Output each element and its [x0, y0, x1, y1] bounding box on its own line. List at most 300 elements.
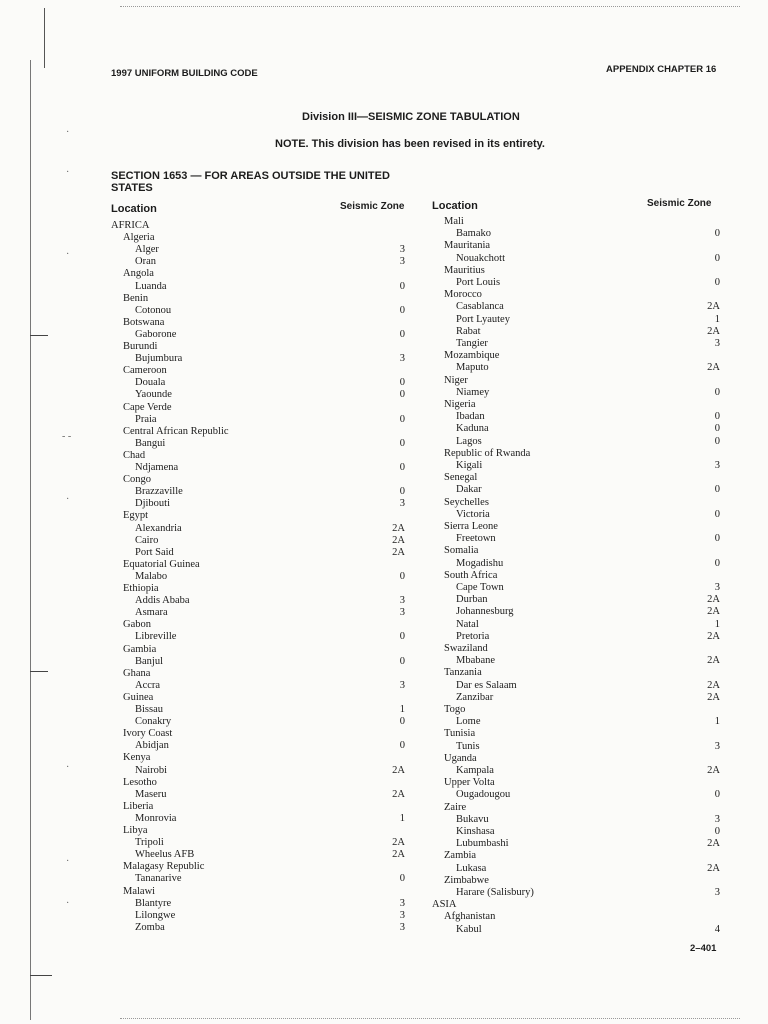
country-name: Congo — [123, 474, 152, 486]
division-title: Division III—SEISMIC ZONE TABULATION — [302, 111, 520, 123]
location-row — [111, 886, 405, 898]
city-name: Victoria — [456, 508, 490, 520]
location-row — [432, 704, 720, 716]
location-row — [111, 559, 405, 571]
country-name: Kenya — [123, 752, 151, 764]
seismic-zone-value: 2A — [392, 546, 405, 558]
location-row — [111, 329, 405, 341]
location-row — [432, 338, 720, 350]
location-row — [432, 814, 720, 826]
city-name: Lagos — [456, 435, 482, 447]
location-row — [432, 472, 720, 484]
location-row — [432, 667, 720, 679]
margin-dot: - - — [62, 431, 72, 442]
city-name: Kaduna — [456, 423, 489, 435]
location-row — [111, 837, 405, 849]
seismic-zone-value: 3 — [399, 909, 405, 921]
location-row — [111, 535, 405, 547]
city-name: Kabul — [456, 923, 482, 935]
location-row — [111, 910, 405, 922]
seismic-zone-value: 0 — [399, 389, 405, 401]
city-name: Port Louis — [456, 277, 501, 288]
country-name: Republic of Rwanda — [444, 447, 531, 459]
city-name: Djibouti — [135, 498, 171, 510]
location-row — [432, 314, 720, 326]
city-name: Lilongwe — [135, 909, 176, 921]
city-name: Kinshasa — [456, 826, 495, 837]
seismic-zone-value: 2A — [392, 534, 405, 546]
location-row — [432, 802, 720, 814]
location-row — [111, 861, 405, 873]
region-name: AFRICA — [111, 220, 150, 231]
seismic-zone-value: 3 — [399, 921, 405, 933]
margin-dot: · — [66, 127, 70, 138]
city-name: Bangui — [135, 437, 166, 449]
city-name: Accra — [135, 679, 161, 691]
location-row — [111, 595, 405, 607]
location-row — [111, 268, 405, 280]
country-name: Benin — [123, 292, 149, 304]
seismic-zone-value: 0 — [399, 655, 405, 667]
location-row — [111, 692, 405, 704]
location-row — [432, 582, 720, 594]
location-row — [111, 438, 405, 450]
location-row — [432, 533, 720, 545]
location-row — [111, 825, 405, 837]
country-name: South Africa — [444, 569, 498, 581]
location-row — [432, 375, 720, 387]
left-location-header: Location — [111, 203, 157, 215]
city-name: Ibadan — [456, 411, 485, 423]
city-name: Kigali — [456, 460, 483, 471]
location-row — [432, 350, 720, 362]
location-row — [432, 436, 720, 448]
location-row — [111, 510, 405, 522]
location-row — [111, 813, 405, 825]
seismic-zone-value: 3 — [714, 887, 720, 898]
seismic-zone-value: 3 — [399, 353, 405, 365]
location-row — [111, 619, 405, 631]
location-row — [111, 389, 405, 401]
location-row — [111, 704, 405, 716]
seismic-zone-value: 0 — [714, 228, 720, 240]
seismic-zone-value: 2A — [707, 655, 720, 667]
location-row — [432, 216, 720, 228]
location-row — [432, 655, 720, 667]
location-row — [111, 571, 405, 583]
city-name: Niamey — [456, 386, 490, 398]
country-name: Mali — [444, 216, 464, 227]
seismic-zone-value: 2A — [707, 630, 720, 642]
location-row — [111, 644, 405, 656]
seismic-zone-value: 0 — [714, 789, 720, 801]
city-name: Kampala — [456, 765, 494, 776]
country-name: Ghana — [123, 667, 151, 679]
city-name: Blantyre — [135, 897, 172, 909]
location-row — [111, 353, 405, 365]
seismic-zone-value: 2A — [392, 837, 405, 849]
location-row — [111, 801, 405, 813]
seismic-zone-value: 2A — [392, 522, 405, 534]
country-name: Nigeria — [444, 399, 476, 410]
country-name: Central African Republic — [123, 425, 229, 437]
seismic-zone-value: 2A — [707, 301, 720, 313]
running-header-right: APPENDIX CHAPTER 16 — [606, 64, 717, 75]
seismic-zone-value: 0 — [399, 437, 405, 449]
location-row — [111, 232, 405, 244]
seismic-zone-value: 1 — [399, 812, 405, 824]
location-row — [432, 521, 720, 533]
seismic-zone-value: 3 — [399, 498, 405, 510]
city-name: Bukavu — [456, 813, 489, 825]
city-name: Abidjan — [135, 740, 169, 752]
seismic-zone-value: 0 — [714, 252, 720, 264]
city-name: Conakry — [135, 716, 172, 728]
location-row — [111, 898, 405, 910]
city-name: Addis Ababa — [135, 595, 190, 607]
location-row — [432, 619, 720, 631]
city-name: Durban — [456, 594, 488, 606]
seismic-zone-value: 3 — [399, 679, 405, 691]
seismic-zone-value: 0 — [714, 411, 720, 423]
location-row — [111, 523, 405, 535]
location-row — [111, 777, 405, 789]
location-row — [432, 753, 720, 765]
location-row — [432, 558, 720, 570]
seismic-zone-value: 0 — [399, 462, 405, 473]
city-name: Oran — [135, 256, 156, 268]
city-name: Tripoli — [135, 837, 164, 849]
country-name: Malawi — [123, 885, 156, 897]
location-row — [432, 594, 720, 606]
country-name: Zimbabwe — [444, 874, 489, 886]
location-row — [432, 301, 720, 313]
seismic-zone-value: 2A — [707, 325, 720, 337]
location-row — [432, 631, 720, 643]
city-name: Alexandria — [135, 522, 182, 534]
location-row — [432, 509, 720, 521]
seismic-zone-value: 1 — [714, 618, 720, 630]
scan-edge-top — [120, 6, 740, 8]
location-row — [111, 583, 405, 595]
seismic-zone-value: 3 — [399, 897, 405, 909]
city-name: Port Lyautey — [456, 313, 510, 325]
seismic-zone-value: 1 — [399, 704, 405, 715]
seismic-zone-value: 0 — [399, 280, 405, 292]
seismic-zone-value: 2A — [392, 849, 405, 861]
location-row — [432, 411, 720, 423]
city-name: Maputo — [456, 362, 489, 374]
location-row — [111, 680, 405, 692]
seismic-zone-value: 3 — [714, 582, 720, 593]
country-name: Gabon — [123, 619, 151, 631]
seismic-zone-value: 0 — [399, 873, 405, 885]
location-row — [111, 220, 405, 232]
city-name: Harare (Salisbury) — [456, 887, 534, 898]
location-row — [111, 305, 405, 317]
location-row — [111, 752, 405, 764]
city-name: Asmara — [135, 607, 168, 619]
city-name: Luanda — [135, 280, 167, 292]
margin-dot: · — [66, 494, 70, 505]
city-name: Pretoria — [456, 630, 490, 642]
margin-dot: · — [66, 167, 70, 178]
location-row — [111, 789, 405, 801]
location-row — [111, 293, 405, 305]
location-row — [432, 875, 720, 887]
country-name: Morocco — [444, 289, 482, 301]
location-row — [432, 240, 720, 252]
section-title: SECTION 1653 — FOR AREAS OUTSIDE THE UNITED STATES — [111, 170, 390, 194]
seismic-zone-value: 3 — [399, 256, 405, 268]
location-row — [111, 281, 405, 293]
seismic-zone-value: 1 — [714, 313, 720, 325]
country-name: Sierra Leone — [444, 521, 498, 532]
city-name: Brazzaville — [135, 486, 183, 498]
city-name: Libreville — [135, 631, 177, 643]
seismic-zone-value: 1 — [714, 716, 720, 728]
location-row — [432, 399, 720, 411]
location-row — [432, 887, 720, 899]
country-name: Mozambique — [444, 350, 500, 362]
city-name: Wheelus AFB — [135, 849, 195, 861]
city-name: Ndjamena — [135, 462, 179, 473]
country-name: Uganda — [444, 752, 477, 764]
country-name: Liberia — [123, 800, 154, 812]
location-row — [432, 545, 720, 557]
country-name: Niger — [444, 374, 468, 386]
binding-edge-line — [44, 8, 45, 68]
country-name: Mauritania — [444, 240, 491, 252]
location-row — [432, 899, 720, 911]
left-location-list — [111, 220, 405, 940]
seismic-zone-value: 3 — [714, 813, 720, 825]
location-row — [111, 607, 405, 619]
location-row — [111, 377, 405, 389]
location-row — [432, 924, 720, 936]
city-name: Mogadishu — [456, 557, 504, 569]
city-name: Bissau — [135, 704, 164, 715]
city-name: Nouakchott — [456, 252, 505, 264]
country-name: Guinea — [123, 691, 154, 703]
location-row — [432, 789, 720, 801]
location-row — [432, 863, 720, 875]
seismic-zone-value: 2A — [707, 362, 720, 374]
location-row — [111, 402, 405, 414]
city-name: Yaounde — [135, 389, 172, 401]
location-row — [111, 873, 405, 885]
location-row — [432, 838, 720, 850]
location-row — [111, 450, 405, 462]
city-name: Malabo — [135, 570, 168, 582]
location-row — [432, 362, 720, 374]
location-row — [432, 692, 720, 704]
city-name: Maseru — [135, 788, 167, 800]
seismic-zone-value: 3 — [399, 244, 405, 256]
seismic-zone-value: 4 — [714, 923, 720, 935]
seismic-zone-value: 0 — [714, 277, 720, 288]
location-row — [432, 570, 720, 582]
right-location-header: Location — [432, 200, 478, 212]
location-row — [432, 484, 720, 496]
location-row — [111, 256, 405, 268]
city-name: Banjul — [135, 655, 163, 667]
location-row — [432, 741, 720, 753]
right-location-list — [432, 216, 720, 936]
location-row — [111, 414, 405, 426]
city-name: Tunis — [456, 740, 480, 752]
city-name: Port Said — [135, 546, 174, 558]
seismic-zone-value: 3 — [714, 338, 720, 349]
seismic-zone-value: 0 — [399, 716, 405, 728]
city-name: Tangier — [456, 338, 488, 349]
location-row — [111, 365, 405, 377]
location-row — [432, 911, 720, 923]
seismic-zone-value: 0 — [399, 486, 405, 498]
seismic-zone-value: 2A — [707, 765, 720, 776]
city-name: Lukasa — [456, 862, 487, 874]
location-row — [432, 765, 720, 777]
location-row — [432, 728, 720, 740]
seismic-zone-value: 0 — [399, 570, 405, 582]
country-name: Cameroon — [123, 365, 167, 377]
country-name: Togo — [444, 704, 466, 715]
country-name: Egypt — [123, 510, 149, 522]
location-row — [432, 497, 720, 509]
country-name: Tanzania — [444, 667, 482, 679]
location-row — [111, 656, 405, 668]
seismic-zone-value: 0 — [714, 533, 720, 545]
country-name: Tunisia — [444, 728, 476, 740]
location-row — [432, 777, 720, 789]
location-row — [111, 849, 405, 861]
city-name: Freetown — [456, 533, 496, 545]
location-row — [432, 850, 720, 862]
location-row — [111, 716, 405, 728]
country-name: Somalia — [444, 545, 479, 557]
seismic-zone-value: 2A — [707, 679, 720, 691]
country-name: Burundi — [123, 341, 158, 352]
running-header-left: 1997 UNIFORM BUILDING CODE — [111, 68, 258, 79]
right-zone-header: Seismic Zone — [647, 198, 712, 209]
location-row — [111, 740, 405, 752]
location-row — [432, 460, 720, 472]
country-name: Ivory Coast — [123, 728, 173, 740]
seismic-zone-value: 0 — [399, 304, 405, 316]
location-row — [111, 498, 405, 510]
city-name: Lome — [456, 716, 481, 728]
country-name: Cape Verde — [123, 401, 172, 413]
location-row — [111, 765, 405, 777]
scan-edge-bottom — [120, 1018, 740, 1020]
city-name: Natal — [456, 618, 479, 630]
revision-note: NOTE. This division has been revised in its entirety. — [275, 138, 545, 150]
location-row — [432, 265, 720, 277]
city-name: Douala — [135, 377, 166, 389]
seismic-zone-value: 0 — [714, 557, 720, 569]
location-row — [432, 643, 720, 655]
city-name: Tananarive — [135, 873, 182, 885]
country-name: Equatorial Guinea — [123, 558, 200, 570]
city-name: Zanzibar — [456, 691, 494, 703]
margin-dot: · — [66, 898, 70, 909]
seismic-zone-value: 0 — [714, 508, 720, 520]
location-row — [432, 289, 720, 301]
location-row — [111, 631, 405, 643]
location-row — [432, 326, 720, 338]
edge-tick — [30, 975, 52, 976]
country-name: Chad — [123, 449, 146, 461]
seismic-zone-value: 0 — [714, 435, 720, 447]
page-number: 2–401 — [690, 943, 717, 954]
city-name: Cape Town — [456, 582, 504, 593]
edge-tick — [30, 335, 48, 336]
seismic-zone-value: 0 — [399, 413, 405, 425]
location-row — [111, 668, 405, 680]
location-row — [111, 728, 405, 740]
seismic-zone-value: 0 — [714, 386, 720, 398]
country-name: Angola — [123, 268, 154, 280]
city-name: Cotonou — [135, 304, 172, 316]
city-name: Mbabane — [456, 655, 496, 667]
location-row — [432, 423, 720, 435]
city-name: Cairo — [135, 534, 159, 546]
city-name: Johannesburg — [456, 606, 514, 618]
binding-edge-line — [30, 60, 31, 1020]
seismic-zone-value: 2A — [707, 606, 720, 618]
location-row — [432, 387, 720, 399]
location-row — [432, 680, 720, 692]
seismic-zone-value: 2A — [392, 788, 405, 800]
city-name: Gaborone — [135, 328, 177, 340]
edge-tick — [30, 671, 48, 672]
city-name: Dar es Salaam — [456, 679, 517, 691]
country-name: Gambia — [123, 643, 157, 655]
city-name: Praia — [135, 413, 157, 425]
location-row — [432, 716, 720, 728]
city-name: Dakar — [456, 484, 482, 496]
location-row — [432, 277, 720, 289]
city-name: Alger — [135, 244, 159, 256]
city-name: Lubumbashi — [456, 838, 509, 850]
seismic-zone-value: 0 — [399, 740, 405, 752]
location-row — [432, 606, 720, 618]
seismic-zone-value: 3 — [399, 595, 405, 607]
seismic-zone-value: 2A — [707, 691, 720, 703]
seismic-zone-value: 0 — [714, 484, 720, 496]
margin-dot: · — [66, 762, 70, 773]
location-row — [111, 474, 405, 486]
country-name: Lesotho — [123, 776, 157, 788]
city-name: Bujumbura — [135, 353, 183, 365]
country-name: Afghanistan — [444, 911, 496, 923]
country-name: Botswana — [123, 316, 165, 328]
location-row — [111, 486, 405, 498]
city-name: Ougadougou — [456, 789, 511, 801]
seismic-zone-value: 2A — [707, 862, 720, 874]
country-name: Algeria — [123, 232, 155, 244]
location-row — [111, 317, 405, 329]
city-name: Monrovia — [135, 812, 177, 824]
country-name: Libya — [123, 825, 148, 836]
seismic-zone-value: 2A — [707, 594, 720, 606]
country-name: Senegal — [444, 472, 478, 484]
country-name: Upper Volta — [444, 777, 495, 789]
city-name: Zomba — [135, 921, 165, 933]
seismic-zone-value: 3 — [399, 607, 405, 619]
location-row — [432, 253, 720, 265]
margin-dot: · — [66, 249, 70, 260]
